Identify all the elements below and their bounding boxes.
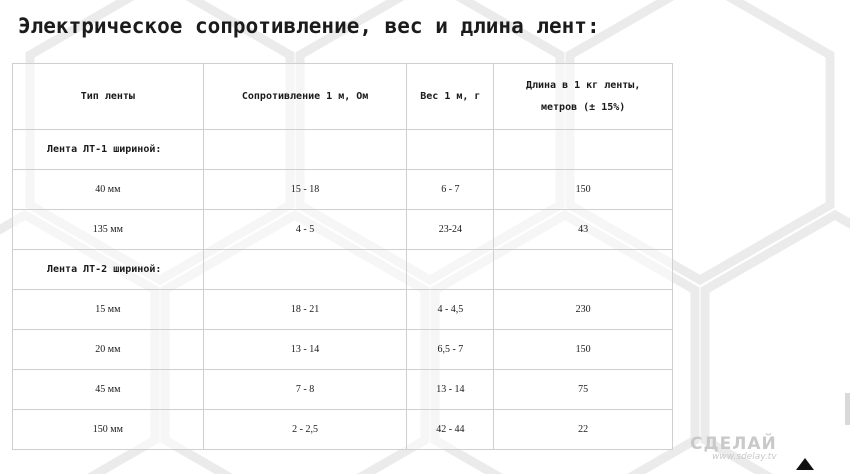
watermark-url: www.sdelay.tv xyxy=(712,452,777,462)
cell-length: 150 xyxy=(494,170,673,210)
cell-resistance: 15 - 18 xyxy=(203,170,407,210)
table-row xyxy=(13,330,673,370)
cell-weight: 6 - 7 xyxy=(407,170,494,210)
cell-weight: 13 - 14 xyxy=(407,370,494,410)
site-watermark xyxy=(690,434,777,462)
cell-resistance: 4 - 5 xyxy=(203,210,407,250)
header-length xyxy=(494,64,673,130)
page-title: Электрическое сопротивление, вес и длина лент: xyxy=(18,14,600,38)
group-label: Лента ЛТ-1 шириной: xyxy=(13,130,204,170)
cell-width: 45 мм xyxy=(13,370,204,410)
scrollbar-handle[interactable] xyxy=(845,393,850,425)
cell-length: 230 xyxy=(494,290,673,330)
cell-weight: 4 - 4,5 xyxy=(407,290,494,330)
empty-cell xyxy=(203,250,407,290)
header-weight: Вес 1 м, г xyxy=(407,64,494,130)
cell-length: 150 xyxy=(494,330,673,370)
cell-width: 135 мм xyxy=(13,210,204,250)
table-row xyxy=(13,170,673,210)
cell-resistance: 2 - 2,5 xyxy=(203,410,407,450)
cell-resistance: 13 - 14 xyxy=(203,330,407,370)
cell-width: 20 мм xyxy=(13,330,204,370)
group-label: Лента ЛТ-2 шириной: xyxy=(13,250,204,290)
empty-cell xyxy=(407,250,494,290)
group-row-lt2 xyxy=(13,250,673,290)
cell-width: 15 мм xyxy=(13,290,204,330)
cell-width: 150 мм xyxy=(13,410,204,450)
cell-resistance: 18 - 21 xyxy=(203,290,407,330)
scroll-up-arrow-icon[interactable] xyxy=(796,458,814,470)
header-resistance: Сопротивление 1 м, Ом xyxy=(203,64,407,130)
cell-length: 75 xyxy=(494,370,673,410)
table-row xyxy=(13,410,673,450)
cell-weight: 23-24 xyxy=(407,210,494,250)
header-length-line1: Длина в 1 кг ленты, xyxy=(525,79,641,91)
table-row xyxy=(13,370,673,410)
table-header-row xyxy=(13,64,673,130)
cell-length: 43 xyxy=(494,210,673,250)
empty-cell xyxy=(407,130,494,170)
cell-length: 22 xyxy=(494,410,673,450)
empty-cell xyxy=(203,130,407,170)
cell-resistance: 7 - 8 xyxy=(203,370,407,410)
cell-width: 40 мм xyxy=(13,170,204,210)
empty-cell xyxy=(494,250,673,290)
empty-cell xyxy=(494,130,673,170)
cell-weight: 6,5 - 7 xyxy=(407,330,494,370)
table-row xyxy=(13,210,673,250)
header-length-line2: метров (± 15%) xyxy=(541,101,626,113)
cell-weight: 42 - 44 xyxy=(407,410,494,450)
table-row xyxy=(13,290,673,330)
group-row-lt1 xyxy=(13,130,673,170)
watermark-logo: СДЕЛАЙ xyxy=(690,434,777,454)
specs-table xyxy=(12,63,673,450)
header-tape-type: Тип ленты xyxy=(13,64,204,130)
